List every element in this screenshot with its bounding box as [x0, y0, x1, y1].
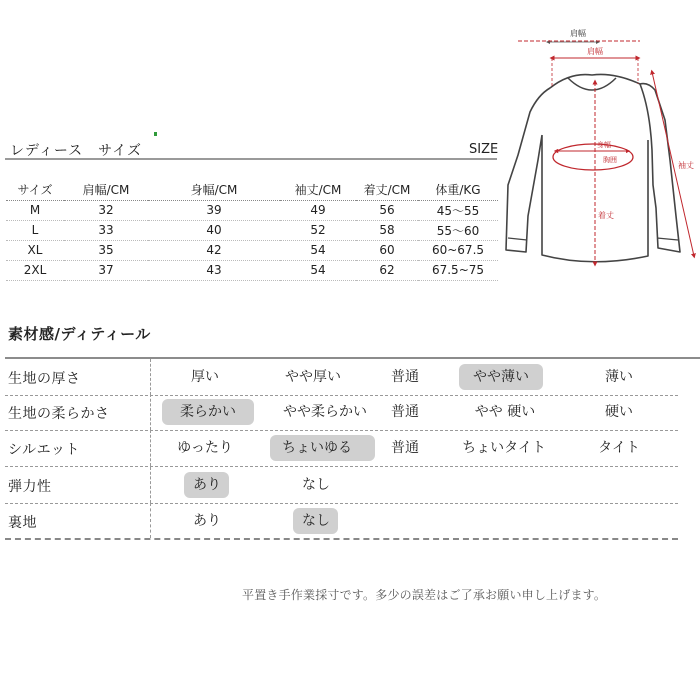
option-thick: 厚い: [191, 369, 219, 385]
green-mark: [154, 132, 157, 136]
header-shoulder: 肩幅/CM: [64, 180, 148, 200]
table-cell: XL: [6, 240, 64, 260]
row-divider: [150, 359, 151, 395]
body-width-label: 身幅: [597, 141, 611, 149]
option-loose: ゆったり: [177, 440, 233, 456]
option-soft: 柔らかい: [180, 404, 236, 420]
left-cuff: [508, 238, 527, 240]
shirt-measurement-diagram: [500, 20, 700, 270]
header-weight: 体重/KG: [418, 180, 498, 200]
option-thin: 薄い: [605, 369, 633, 385]
header-length: 着丈/CM: [356, 180, 418, 200]
option-normal: 普通: [391, 404, 419, 420]
measurement-footnote: 平置き手作業採寸です。多少の誤差はご了承お願い申し上げます。: [242, 588, 607, 602]
chest-ellipse: [553, 144, 633, 170]
table-row: [6, 200, 498, 220]
table-cell: 55～60: [418, 220, 498, 240]
size-divider: [5, 158, 497, 160]
elasticity-row: [5, 467, 678, 504]
option-slightly-soft: やや柔らかい: [283, 404, 367, 420]
size-chart-title: レディース サイズ: [10, 143, 143, 159]
table-cell: 33: [64, 220, 148, 240]
table-cell: 56: [356, 200, 418, 220]
table-cell: 60~67.5: [418, 240, 498, 260]
table-cell: 40: [148, 220, 280, 240]
softness-row: [5, 394, 678, 431]
option-hard: 硬い: [605, 404, 633, 420]
table-cell: 43: [148, 260, 280, 280]
row-label: 生地の厚さ: [8, 371, 81, 387]
row-label: 裏地: [8, 515, 37, 531]
option-no: なし: [302, 477, 330, 493]
option-yes: あり: [193, 477, 221, 493]
table-cell: 54: [280, 240, 356, 260]
table-cell: 35: [64, 240, 148, 260]
row-label: 生地の柔らかさ: [8, 406, 110, 422]
table-cell: 32: [64, 200, 148, 220]
header-sleeve: 袖丈/CM: [280, 180, 356, 200]
length-label: 着丈: [598, 211, 614, 220]
table-row: [6, 220, 498, 240]
row-divider: [150, 467, 151, 503]
table-cell: 37: [64, 260, 148, 280]
table-cell: 54: [280, 260, 356, 280]
thickness-row: [5, 359, 678, 396]
shoulder-width-label: 肩幅: [587, 47, 603, 56]
shoulder-label-top: 肩幅: [570, 29, 586, 38]
table-cell: 60: [356, 240, 418, 260]
table-cell: 67.5~75: [418, 260, 498, 280]
silhouette-row: [5, 430, 678, 467]
table-cell: 2XL: [6, 260, 64, 280]
option-no: なし: [302, 513, 330, 529]
option-slightly-thin: やや薄い: [473, 369, 529, 385]
right-cuff: [657, 238, 678, 240]
lining-row: [5, 503, 678, 540]
option-slightly-thick: やや厚い: [285, 369, 341, 385]
shirt-body-outline: [506, 74, 680, 261]
row-label: シルエット: [8, 442, 80, 458]
option-tight: タイト: [598, 440, 640, 456]
table-cell: L: [6, 220, 64, 240]
table-cell: 42: [148, 240, 280, 260]
table-cell: M: [6, 200, 64, 220]
table-row: [6, 240, 498, 260]
header-body-width: 身幅/CM: [148, 180, 280, 200]
option-normal: 普通: [391, 369, 419, 385]
table-row: [6, 260, 498, 280]
option-slightly-hard: やや 硬い: [474, 404, 536, 420]
row-divider: [150, 503, 151, 538]
table-cell: 62: [356, 260, 418, 280]
row-label: 弾力性: [8, 479, 52, 495]
table-cell: 45～55: [418, 200, 498, 220]
option-normal: 普通: [391, 440, 419, 456]
size-label: SIZE: [469, 142, 499, 157]
row-divider: [150, 430, 151, 466]
size-table: [6, 180, 498, 281]
size-table-header: [6, 180, 498, 200]
option-yes: あり: [193, 513, 221, 529]
chest-label: 胸囲: [603, 156, 617, 164]
option-slightly-loose: ちょいゆる: [282, 440, 352, 456]
header-size: サイズ: [6, 180, 64, 200]
table-cell: 49: [280, 200, 356, 220]
sleeve-label: 袖丈: [678, 161, 694, 170]
table-cell: 52: [280, 220, 356, 240]
row-divider: [150, 394, 151, 430]
shirt-neckline: [568, 78, 616, 90]
material-title: 素材感/ディティール: [8, 325, 151, 343]
table-cell: 58: [356, 220, 418, 240]
table-cell: 39: [148, 200, 280, 220]
option-slightly-tight: ちょいタイト: [462, 440, 546, 456]
